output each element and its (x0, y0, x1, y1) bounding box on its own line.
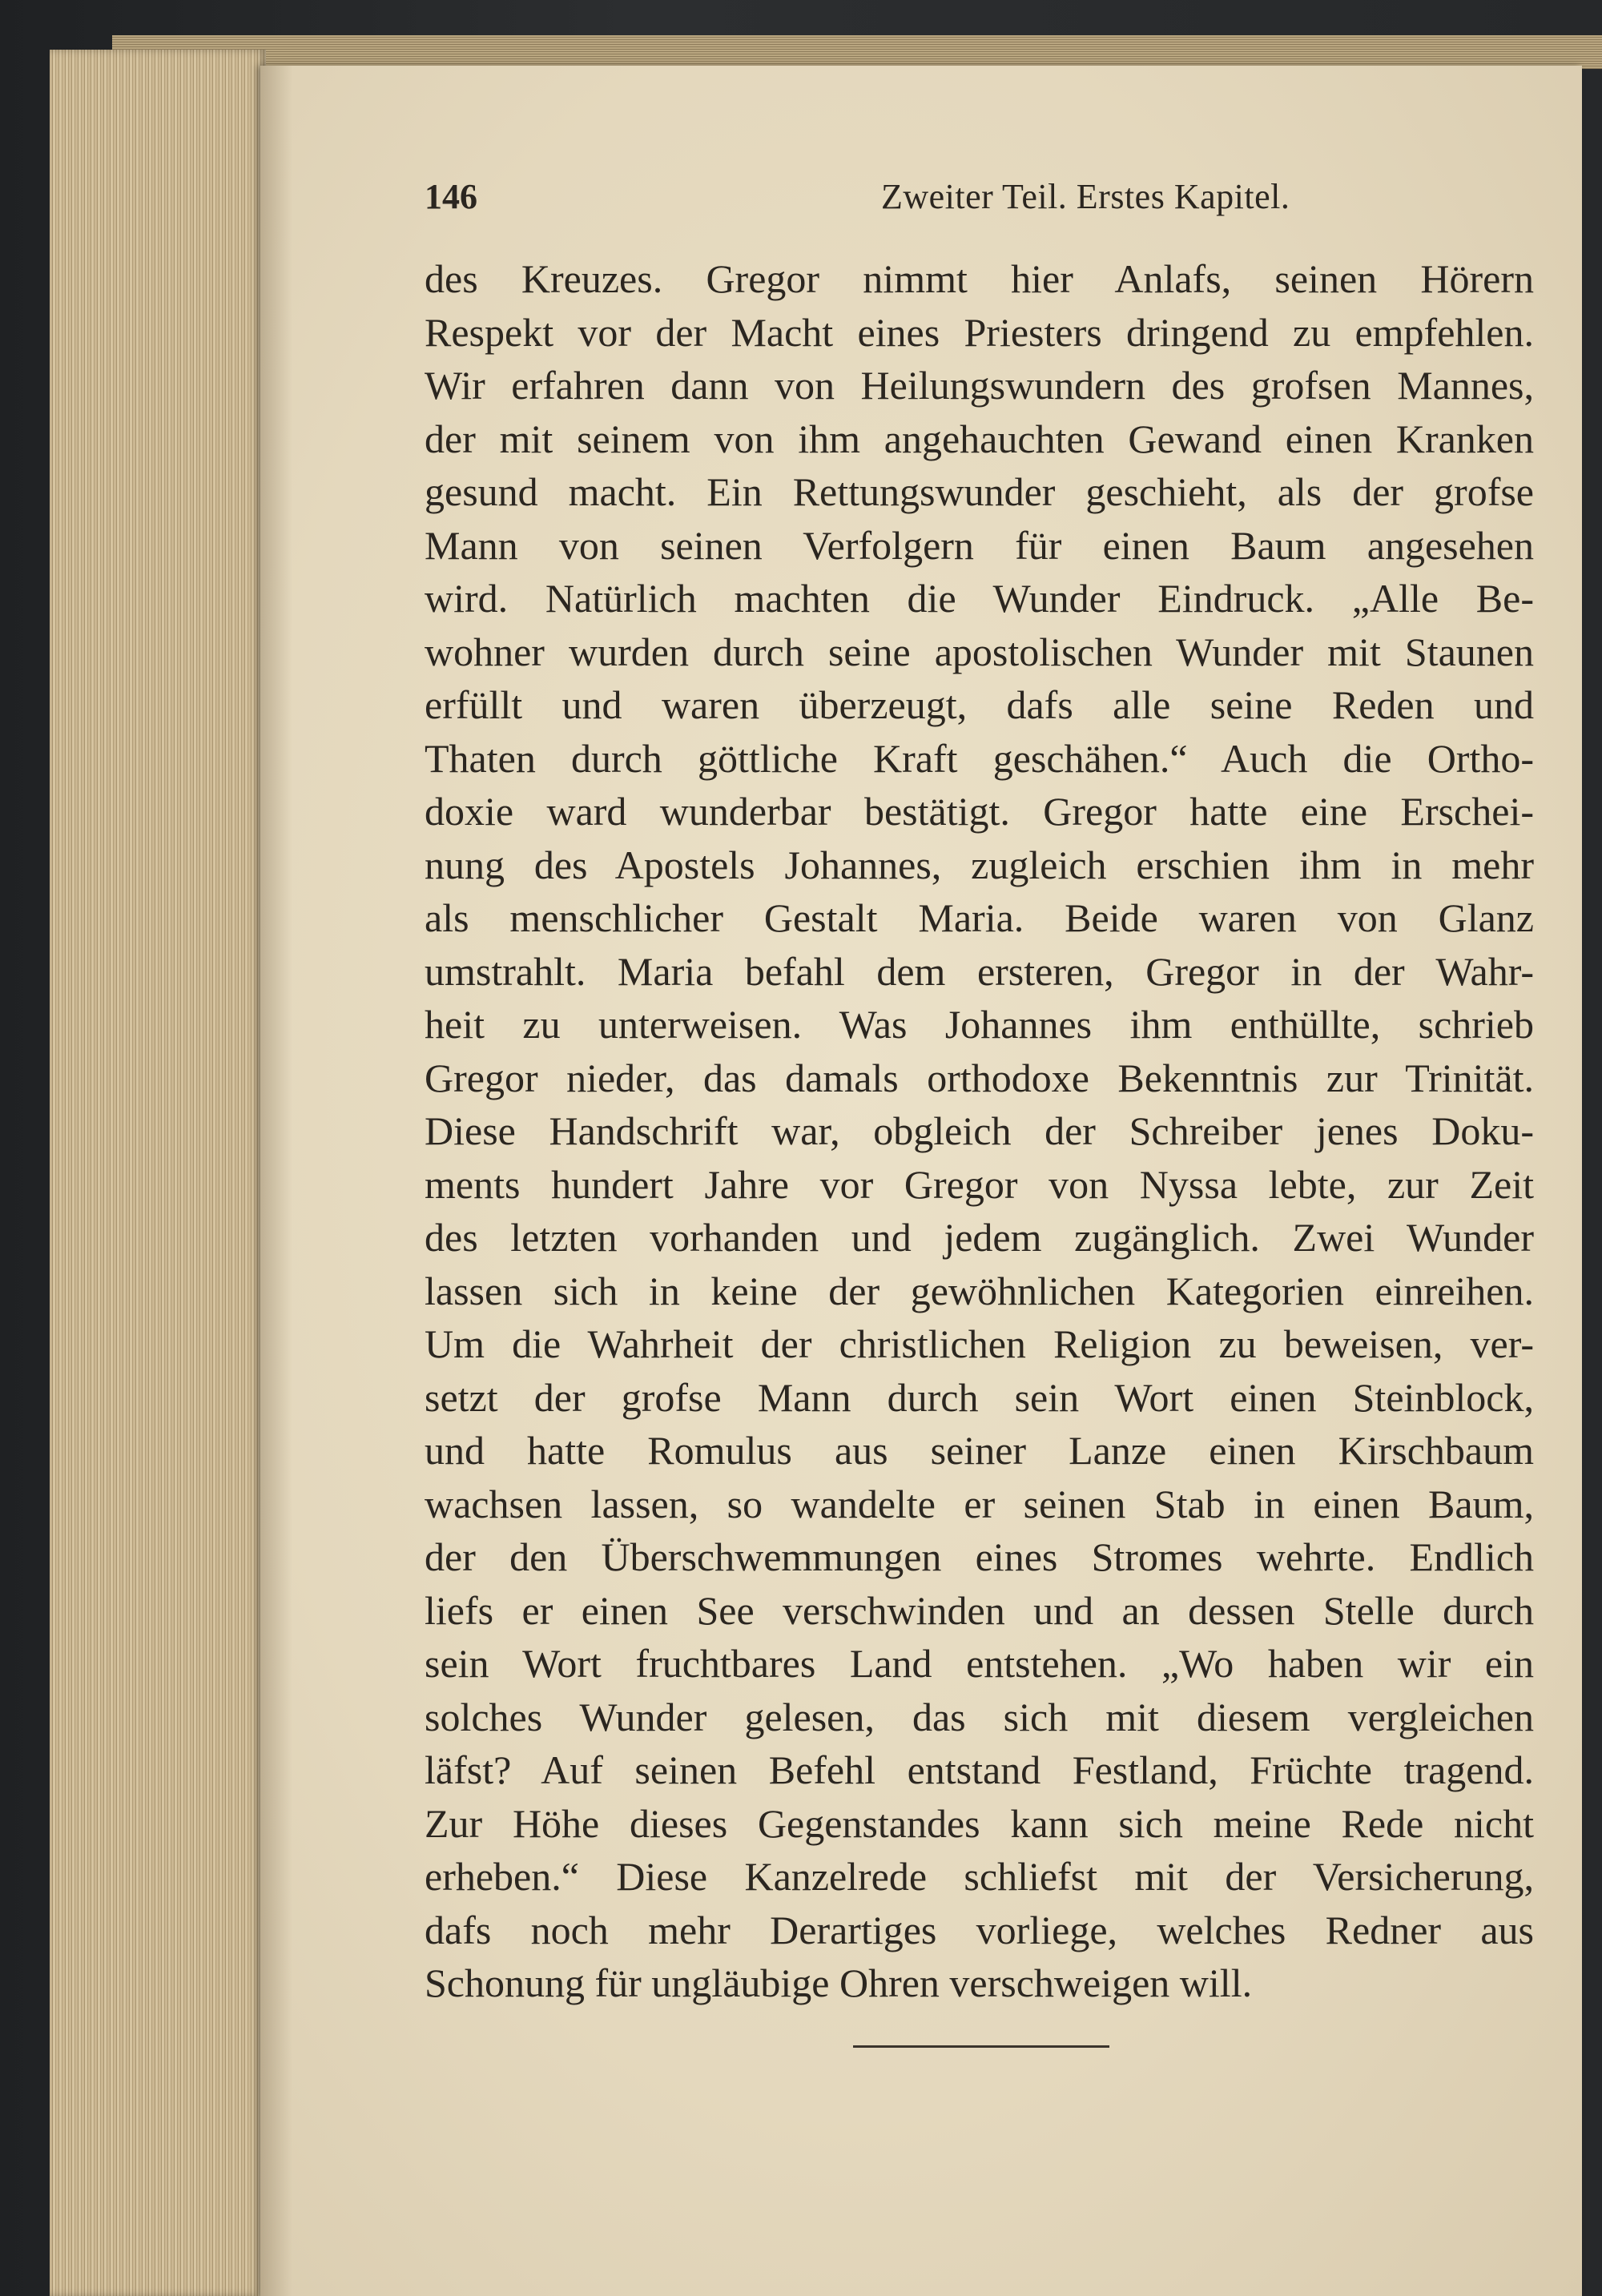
text-line: umstrahlt. Maria befahl dem ersteren, Gregor in der Wahr- (425, 948, 1534, 994)
text-line: Wir erfahren dann von Heilungswundern des grofsen Mannes, (425, 363, 1534, 408)
page-stack-edge (50, 50, 266, 2296)
text-line: ments hundert Jahre vor Gregor von Nyssa lebte, zur Zeit (425, 1161, 1534, 1207)
text-line: sein Wort fruchtbares Land entstehen. „Wo haben wir ein (425, 1641, 1534, 1686)
text-line: läfst? Auf seinen Befehl entstand Festland, Früchte tragend. (425, 1747, 1534, 1792)
body-text (425, 252, 1534, 2010)
text-line: und hatte Romulus aus seiner Lanze einen Kirschbaum (425, 1428, 1534, 1473)
book-page (260, 66, 1582, 2296)
text-line: Schonung für ungläubige Ohren verschweigen will. (425, 1960, 1253, 2005)
running-head (425, 176, 1466, 224)
text-line: solches Wunder gelesen, das sich mit diesem vergleichen (425, 1694, 1534, 1739)
running-title: Zweiter Teil. Erstes Kapitel. (881, 177, 1290, 216)
text-line: der den Überschwemmungen eines Stromes wehrte. Endlich (425, 1534, 1534, 1579)
text-line: doxie ward wunderbar bestätigt. Gregor hatte eine Erschei- (425, 789, 1534, 834)
text-line: der mit seinem von ihm angehauchten Gewand einen Kranken (425, 416, 1534, 461)
text-line: Diese Handschrift war, obgleich der Schreiber jenes Doku- (425, 1108, 1534, 1153)
text-line: des letzten vorhanden und jedem zugänglich. Zwei Wunder (425, 1215, 1534, 1260)
text-line: wird. Natürlich machten die Wunder Eindruck. „Alle Be- (425, 576, 1534, 621)
gutter-shadow (260, 66, 292, 2296)
text-line: nung des Apostels Johannes, zugleich erschien ihm in mehr (425, 842, 1534, 887)
text-line: Thaten durch göttliche Kraft geschähen.“ Auch die Ortho- (425, 735, 1534, 781)
text-line: Respekt vor der Macht eines Priesters dringend zu empfehlen. (425, 309, 1534, 355)
page-stack-top-edge (112, 35, 1602, 69)
text-line: Gregor nieder, das damals orthodoxe Bekenntnis zur Trinität. (425, 1055, 1534, 1100)
page-number: 146 (425, 177, 477, 216)
text-line: Um die Wahrheit der christlichen Religion zu beweisen, ver- (425, 1321, 1534, 1366)
text-line: erfüllt und waren überzeugt, dafs alle seine Reden und (425, 682, 1534, 727)
section-end-rule (853, 2045, 1109, 2048)
text-line: erheben.“ Diese Kanzelrede schliefst mit der Versicherung, (425, 1854, 1534, 1899)
text-line: Mann von seinen Verfolgern für einen Baum angesehen (425, 522, 1534, 568)
text-line: heit zu unterweisen. Was Johannes ihm enthüllte, schrieb (425, 1002, 1534, 1047)
text-line: setzt der grofse Mann durch sein Wort einen Steinblock, (425, 1374, 1534, 1420)
text-line: Zur Höhe dieses Gegenstandes kann sich meine Rede nicht (425, 1800, 1534, 1846)
text-line: wohner wurden durch seine apostolischen Wunder mit Staunen (425, 629, 1534, 674)
text-line: dafs noch mehr Derartiges vorliege, welches Redner aus (425, 1907, 1534, 1952)
text-line: wachsen lassen, so wandelte er seinen Stab in einen Baum, (425, 1481, 1534, 1526)
text-line: lassen sich in keine der gewöhnlichen Kategorien einreihen. (425, 1268, 1534, 1313)
text-line: gesund macht. Ein Rettungswunder geschieht, als der grofse (425, 469, 1534, 514)
text-line: als menschlicher Gestalt Maria. Beide waren von Glanz (425, 895, 1534, 940)
text-line: des Kreuzes. Gregor nimmt hier Anlafs, seinen Hörern (425, 256, 1534, 301)
text-line: liefs er einen See verschwinden und an dessen Stelle durch (425, 1587, 1534, 1633)
